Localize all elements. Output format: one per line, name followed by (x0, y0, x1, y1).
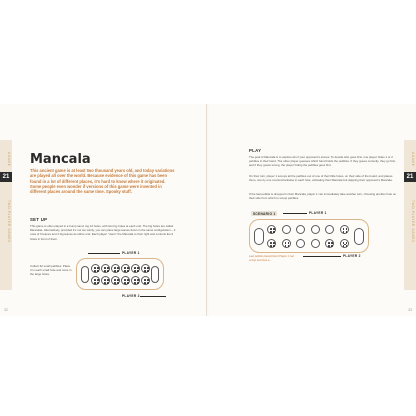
pebble (117, 270, 119, 272)
tab-section-text: TWO-PLAYER GAMES (411, 200, 415, 243)
mancala-pit (111, 264, 120, 273)
mancala-pit (101, 264, 110, 273)
pebble (124, 270, 126, 272)
play-heading: PLAY (249, 148, 262, 153)
mancala-pit (91, 264, 100, 273)
pebble (124, 279, 126, 281)
pebble (134, 282, 136, 284)
pebble (285, 245, 287, 247)
pebble (147, 279, 149, 281)
pebble (127, 267, 129, 269)
pebble (147, 282, 149, 284)
mancala-pit (131, 264, 140, 273)
page-number-left: 32 (4, 308, 8, 312)
left-side-tab (0, 140, 12, 290)
pebble (346, 231, 348, 233)
pebble (144, 279, 146, 281)
intro-paragraph: This ancient game is at least two thousand years old, and today variations are played all over the world. Because evidence of this game has been found in a lot of different places, it's hard to know where it originated. Some people even wonder if versions of this game were invented in different places around the same time. Spooky stuff. (30, 168, 175, 195)
pebble (270, 245, 272, 247)
pebble (346, 242, 348, 244)
mancala-diagram-scenario (247, 208, 407, 270)
player2-label: PLAYER 2 (122, 294, 140, 298)
scenario-badge: SCENARIO 1 (253, 211, 276, 216)
pebble (270, 242, 272, 244)
pebble (137, 282, 139, 284)
tab-top-text: AGAME (411, 152, 415, 167)
pebble (134, 279, 136, 281)
mancala-pit (311, 225, 320, 234)
pebble (346, 245, 348, 247)
setup-paragraph: This game is often played in a bump sand, lug 12 holes, with two big holes at each end. The big holes are called Mancalas. Alternatively, provided it's not too windy, you can place large leaves down in the same configuration – 2 rows of 6 leaves and 2 big leaves as either end. Each player "owns" the Mancala to their right and controls the 6 holes in front of them. (30, 224, 176, 241)
mancala-store-right (354, 228, 364, 245)
tab-section-text: TWO-PLAYER GAMES (7, 200, 11, 243)
mancala-pit (91, 276, 100, 285)
pebble (97, 282, 99, 284)
pebble (273, 242, 275, 244)
mancala-pit (267, 225, 276, 234)
pebble (107, 279, 109, 281)
pebble (273, 231, 275, 233)
pebble (343, 245, 345, 247)
pebble (137, 279, 139, 281)
pebble (127, 282, 129, 284)
mancala-pit (121, 276, 130, 285)
left-page (0, 104, 207, 316)
pebble (104, 279, 106, 281)
pebble (144, 270, 146, 272)
pebble (344, 244, 346, 246)
pebble (104, 267, 106, 269)
pebble (94, 270, 96, 272)
pebble (134, 267, 136, 269)
play-paragraph-1: The goal of Mancala is to capture all of your opponent's stones. To decide who goes first, one player hides 1 or 2 pebbles in their hand. The other player guesses which hand holds the pebbles. If they guess correctly, they go first, and if they guess wrong, the player hiding the pebbles goes first. (249, 155, 396, 168)
pebble (97, 267, 99, 269)
pebble (114, 282, 116, 284)
mancala-pit (340, 225, 349, 234)
player1-label: PLAYER 1 (309, 211, 327, 215)
pebble (147, 267, 149, 269)
pebble (114, 279, 116, 281)
mancala-diagram-setup (76, 250, 186, 310)
pebble (94, 279, 96, 281)
mancala-pit (325, 239, 334, 248)
page-title: Mancala (30, 152, 91, 167)
pebble (97, 279, 99, 281)
pebble (127, 270, 129, 272)
mancala-board (76, 258, 164, 290)
player1-line (88, 253, 120, 254)
play-paragraph-3: If the last pebble is dropped in their Mancala, player 1 can immediately take another turn, choosing another hole on their side from which to scoop pebbles. (249, 192, 397, 201)
pebble (97, 270, 99, 272)
scenario-caption: Last pebble placed here! Player 1 can scoop and lose a... (249, 255, 295, 262)
pebble (114, 270, 116, 272)
book-spread (0, 104, 416, 316)
pebble (346, 228, 348, 230)
mancala-store-left (254, 228, 264, 245)
pebble (107, 267, 109, 269)
mancala-board (249, 219, 369, 253)
mancala-pit (340, 239, 349, 248)
pebble (107, 282, 109, 284)
player1-label: PLAYER 1 (122, 251, 140, 255)
pebble (328, 242, 330, 244)
pebble (328, 245, 330, 247)
mancala-pit (101, 276, 110, 285)
tab-top-text: AGAME (7, 152, 11, 167)
page-number-right: 33 (408, 308, 412, 312)
pebble (104, 270, 106, 272)
pebble (343, 228, 345, 230)
mancala-pit (296, 225, 305, 234)
setup-paragraph-2: Collect 32 small pebbles. Place 4 in each small hole and none in the large holes. (30, 264, 72, 277)
mancala-pit (121, 264, 130, 273)
right-page (209, 104, 416, 316)
play-paragraph-2: On their turn, player 1 scoops all the pebbles out of one of their little holes, on their side of the board, and places them, one by one counterclockwise in each hole, activating their Mancala but skipping their opponent's Mancala. (249, 174, 393, 183)
pebble (331, 242, 333, 244)
mancala-pit (141, 264, 150, 273)
pebble (134, 270, 136, 272)
player1-line (283, 213, 307, 214)
pebble (137, 270, 139, 272)
pebble (144, 282, 146, 284)
tab-number: 21 (404, 172, 416, 182)
setup-heading: SET UP (30, 217, 48, 222)
pebble (127, 279, 129, 281)
pebble (124, 282, 126, 284)
pebble (270, 228, 272, 230)
pebble (94, 282, 96, 284)
pebble (343, 231, 345, 233)
pebble (117, 267, 119, 269)
player2-line (303, 256, 341, 257)
player2-label: PLAYER 2 (343, 254, 361, 258)
pebble (124, 267, 126, 269)
pebble (117, 282, 119, 284)
mancala-pit (267, 239, 276, 248)
pebble (288, 245, 290, 247)
mancala-pit (296, 239, 305, 248)
pebble (273, 228, 275, 230)
pebble (144, 267, 146, 269)
mancala-pit (282, 239, 291, 248)
pebble (104, 282, 106, 284)
mancala-pit (325, 225, 334, 234)
player2-line (140, 296, 166, 297)
mancala-pit (282, 225, 291, 234)
pebble (273, 245, 275, 247)
pebble (94, 267, 96, 269)
pebble (117, 279, 119, 281)
mancala-pit (141, 276, 150, 285)
mancala-store-right (151, 266, 159, 283)
tab-number: 21 (0, 172, 12, 182)
pebble (288, 242, 290, 244)
pebble (114, 267, 116, 269)
mancala-pit (311, 239, 320, 248)
mancala-pit (131, 276, 140, 285)
pebble (137, 267, 139, 269)
pebble (107, 270, 109, 272)
pebble (285, 242, 287, 244)
pebble (270, 231, 272, 233)
mancala-pit (111, 276, 120, 285)
pebble (147, 270, 149, 272)
mancala-store-left (81, 266, 89, 283)
pebble (331, 245, 333, 247)
